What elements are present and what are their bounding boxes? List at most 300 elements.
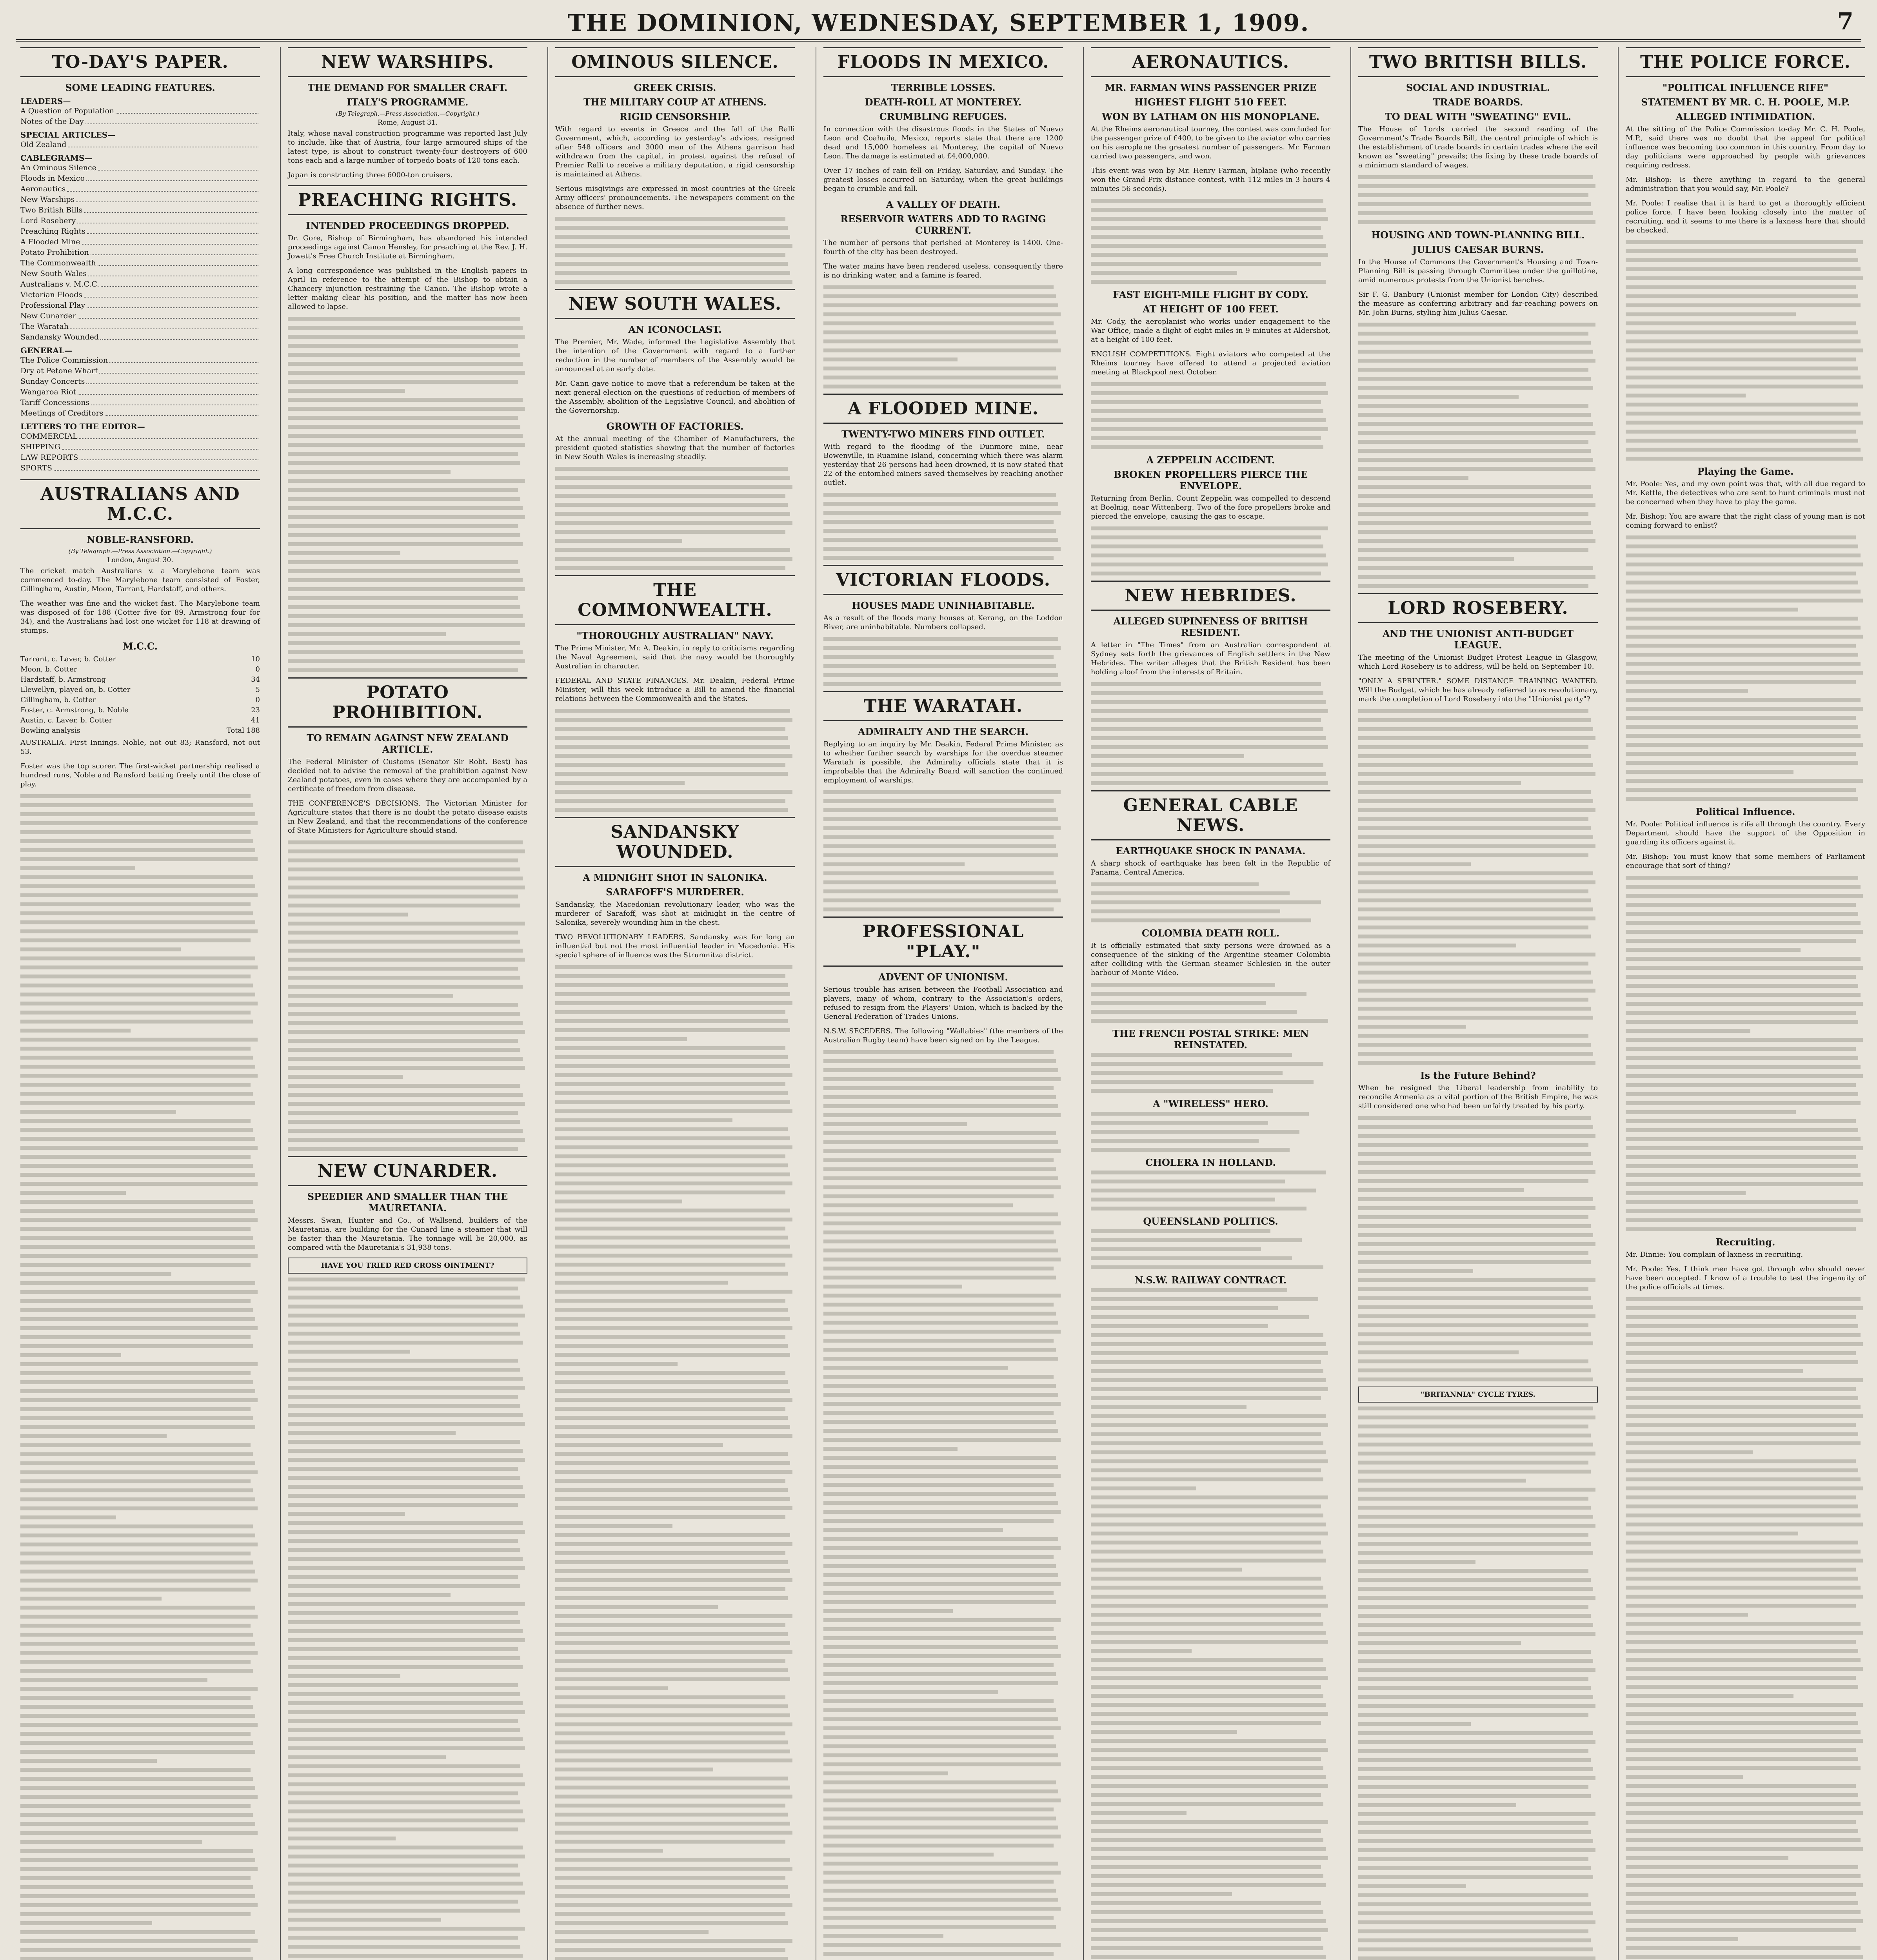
text-line [1358,323,1595,327]
text-line [823,1952,1054,1956]
toc-item [20,332,260,343]
text-line [1091,427,1328,431]
text-filler [1091,526,1330,575]
toc-leader [76,194,258,202]
text-line [555,1623,785,1627]
text-line [288,1620,520,1624]
toc-item [20,290,260,300]
text-line [555,1695,785,1699]
text-line [1626,1532,1798,1535]
text-filler [1358,323,1598,588]
text-line [555,1461,790,1465]
text-line [288,1102,525,1106]
toc-label: Sandansky Wounded [20,333,99,341]
text-line [20,1687,258,1691]
text-line [1626,1811,1863,1815]
text-line [1091,891,1290,895]
text-line [555,772,788,776]
text-line [823,853,1058,857]
text-line [823,1068,1058,1072]
text-line [823,1510,1061,1514]
text-line [823,1411,1054,1415]
text-line [555,1245,790,1249]
text-line [20,1218,258,1222]
text-line [1358,1776,1595,1780]
text-line [20,1407,251,1411]
text-line [20,1534,255,1537]
text-line [288,506,523,510]
text-line [1626,948,1801,952]
text-line [1091,1910,1323,1914]
score-row [20,705,260,715]
text-line [1358,998,1588,1002]
text-line [1358,745,1588,749]
article-paragraph: At the sitting of the Police Commission to-day Mr. C. H. Poole, M.P., said there was no doubt that the appeal for political influence was becoming too common in this country. From day to day politicians were approached by people with grievances requiring redress. [1626,125,1865,169]
text-line [288,985,523,989]
article-paragraph: The water mains have been rendered useless, consequently there is no drinking water, and a famine is feared. [823,262,1063,279]
text-line [1358,1341,1593,1345]
text-line [1626,644,1856,648]
toc-leader [98,163,258,171]
text-line [1091,1019,1328,1023]
text-line [1626,1200,1858,1204]
text-line [1091,382,1326,386]
text-line [555,1713,790,1717]
text-line [1358,1830,1591,1834]
text-line [1358,1350,1519,1354]
text-line [823,1726,1061,1730]
text-line [1358,1650,1591,1654]
text-line [823,1230,1054,1234]
column-rule [1618,47,1619,1960]
toc-label: New Cunarder [20,312,76,320]
text-line [20,1101,255,1105]
text-line [20,902,251,906]
text-line [20,984,253,987]
text-line [823,1672,1056,1676]
text-line [288,1548,520,1552]
text-line [823,889,1058,893]
text-line [1626,1703,1863,1707]
text-line [1358,1152,1591,1156]
text-line [1626,770,1793,774]
text-line [823,1095,1056,1099]
text-line [555,1398,792,1402]
text-line [20,1263,251,1267]
text-line [20,1416,253,1420]
article-paragraph: ENGLISH COMPETITIONS. Eight aviators who competed at the Rheims tourney have offered to attend a projected aviation meeting at Blackpool next October. [1091,350,1330,376]
text-line [1358,1821,1588,1825]
text-line [555,1686,668,1690]
text-line [1358,1920,1595,1924]
text-line [288,488,518,492]
toc-leader [78,311,258,319]
text-line [1626,258,1858,262]
text-line [20,1750,255,1754]
text-line [1358,1587,1593,1591]
text-line [1091,1946,1323,1950]
toc-item [20,408,260,419]
text-line [1091,1622,1323,1626]
text-line [1626,984,1858,988]
text-line [288,1296,520,1299]
article-paragraph: Over 17 inches of rain fell on Friday, Saturday, and Sunday. The greatest losses occurred on Saturday, when the great buildings began to crumble and fall. [823,167,1063,193]
text-line [1626,1694,1793,1698]
text-line [20,1083,251,1087]
text-line [20,866,135,870]
article-heading: PREACHING RIGHTS. [288,185,527,215]
text-line [823,646,1061,650]
toc-leader [109,355,258,363]
text-line [555,1704,788,1708]
text-line [1091,1748,1328,1752]
masthead [16,8,1861,42]
text-line [555,1037,687,1041]
text-line [1358,1866,1591,1870]
text-line [823,556,1054,560]
text-line [20,911,253,915]
toc-leader [78,387,258,395]
text-line [555,1542,792,1546]
text-line [288,1602,525,1606]
text-line [1091,1229,1270,1233]
text-line [20,1723,258,1727]
text-line [1626,1056,1858,1060]
text-line [823,1537,1058,1541]
text-line [288,895,518,898]
text-line [1626,1883,1863,1887]
text-line [1358,826,1591,830]
text-line [20,1786,255,1790]
text-line [1358,754,1591,758]
text-line [823,1294,1061,1298]
toc-label: Notes of the Day [20,117,84,126]
text-line [1358,1848,1595,1852]
text-filler [1626,240,1865,461]
text-line [1091,1532,1328,1535]
article-subheading: TO REMAIN AGAINST NEW ZEALAND ARTICLE. [307,732,509,755]
text-line [1358,1406,1593,1410]
text-line [1358,1007,1591,1011]
article-subheading: CRUMBLING REFUGES. [879,111,1007,122]
text-line [555,539,682,543]
text-line [1358,539,1595,543]
text-line [20,1389,255,1393]
toc-leader [86,376,258,384]
text-line [1091,1423,1328,1427]
text-line [555,1677,790,1681]
text-line [1358,1188,1524,1192]
toc-leader [85,116,258,124]
text-line [1091,1955,1326,1959]
text-line [288,867,520,871]
text-line [823,339,1058,343]
text-line [1091,709,1328,713]
text-line [288,659,525,663]
text-line [20,1930,255,1934]
runs: 5 [255,686,260,694]
text-line [555,1668,788,1672]
text-line [1358,350,1593,354]
text-line [20,1227,251,1231]
text-line [1626,563,1863,566]
text-line [288,398,523,402]
text-line [288,994,453,998]
article-paragraph: Replying to an inquiry by Mr. Deakin, Federal Prime Minister, as to whether further search by warships for the overdue steamer Waratah is possible, the Admiralty officials state that it is improbable that the Admiralty Board will sanction the continued employment of warships. [823,740,1063,784]
text-line [1626,1649,1858,1653]
text-line [1626,1477,1861,1481]
toc-label: Wangaroa Riot [20,388,76,396]
text-line [20,947,181,951]
text-line [1091,1297,1318,1301]
text-line [20,1759,157,1763]
text-line [20,1867,258,1871]
text-line [1358,440,1588,444]
text-line [555,1804,785,1808]
text-line [1091,226,1321,230]
text-line [288,344,518,348]
text-line [823,1375,1054,1379]
text-line [1626,1721,1858,1725]
text-line [288,497,520,501]
text-line [1358,1016,1593,1020]
article-heading: THE POLICE FORCE. [1626,47,1865,77]
text-line [555,1596,788,1600]
text-line [823,1339,1054,1343]
text-line [1626,249,1856,253]
text-line [823,312,1061,316]
text-line [1091,1712,1328,1716]
text-line [1091,1486,1196,1490]
text-line [823,1357,1058,1361]
article-paragraph: N.S.W. SECEDERS. The following "Wallabies" (the members of the Australian Rugby team) have been signed on by the League. [823,1027,1063,1044]
text-line [555,503,788,507]
text-line [1358,557,1514,561]
text-line [1358,1061,1595,1065]
text-line [1626,1919,1863,1923]
text-line [555,1136,790,1140]
text-line [1091,1631,1326,1635]
article-subheading: THE DEMAND FOR SMALLER CRAFT. [307,82,508,93]
text-line [288,1557,523,1561]
text-line [1626,403,1858,407]
text-line [1626,1793,1858,1797]
text-line [1091,1838,1323,1842]
text-line [20,1849,253,1853]
text-line [1626,240,1863,244]
text-line [1358,485,1591,489]
text-line [1626,1577,1858,1581]
text-line [1358,1938,1591,1942]
cable-headline: CHOLERA IN HOLLAND. [1145,1157,1276,1168]
text-line [1358,1215,1588,1219]
toc-label: SPECIAL ARTICLES— [20,130,116,140]
toc-section [20,346,260,355]
text-line [1358,736,1595,740]
text-line [288,1521,523,1525]
text-line [288,886,525,889]
text-line [1091,1495,1328,1499]
text-line [823,376,1058,379]
text-line [288,1837,396,1840]
column-5 [1086,47,1335,1960]
text-line [20,975,251,978]
text-line [288,1129,523,1133]
text-line [823,358,958,361]
text-line [1091,1468,1321,1472]
toc-item [20,397,260,408]
toc-label: Australians v. M.C.C. [20,280,100,289]
text-line [1091,253,1328,257]
text-line [555,1344,788,1348]
runs: 23 [251,706,260,714]
text-line [555,1885,788,1889]
text-line [1091,700,1326,704]
text-line [1358,898,1591,902]
text-line [1358,530,1593,534]
text-filler [1091,199,1330,284]
text-line [288,1368,520,1372]
text-line [288,1111,518,1115]
toc-leader [87,226,258,234]
text-line [288,353,520,357]
text-line [1091,1694,1323,1698]
text-line [288,877,523,880]
text-line [1626,1676,1856,1680]
text-line [288,1764,520,1768]
text-line [1091,1053,1292,1057]
batsman: Moon, b. Cotter [20,665,77,673]
text-line [20,1326,258,1330]
text-line [1358,1116,1591,1120]
toc-leader [88,269,258,276]
text-line [823,1744,1056,1748]
text-line [823,1438,1061,1442]
text-filler [1358,175,1598,224]
text-line [1626,376,1861,379]
text-line [1091,1937,1321,1941]
text-line [1358,1767,1593,1771]
toc-item [20,442,260,452]
text-line [823,1348,1056,1352]
text-line [1626,912,1858,916]
wire-credit: (By Telegraph.—Press Association.—Copyright.) [68,548,212,555]
text-line [1358,962,1588,965]
toc-item [20,216,260,226]
text-line [1626,1622,1861,1626]
article-subheading: TO DEAL WITH "SWEATING" EVIL. [1385,111,1572,122]
text-line [1626,590,1861,593]
text-line [20,1768,251,1772]
text-line [555,754,792,758]
batsman: Hardstaff, b. Armstrong [20,675,106,684]
toc-item [20,300,260,311]
text-line [1091,1405,1246,1409]
article-subheading: AND THE UNIONIST ANTI-BUDGET LEAGUE. [1383,628,1574,651]
text-line [288,1021,523,1025]
text-line [1358,1377,1593,1381]
text-line [1358,404,1588,408]
text-line [20,1570,255,1573]
toc-leader [91,397,258,405]
article-heading: FLOODS IN MEXICO. [823,47,1063,77]
text-line [1358,1893,1588,1897]
text-line [20,1506,258,1510]
text-line [1358,817,1588,821]
text-line [20,1588,251,1592]
text-line [20,1579,258,1583]
text-line [1626,725,1858,729]
text-line [20,1191,126,1195]
text-line [1626,1128,1858,1132]
text-line [1091,1139,1259,1143]
text-line [1358,220,1595,224]
text-line [555,1290,792,1294]
text-line [1626,993,1861,997]
text-line [20,1894,255,1898]
toc-item [20,237,260,247]
text-line [288,1656,520,1660]
text-line [1626,276,1863,280]
text-line [20,1209,255,1213]
article-paragraph: Mr. Dinnie: You complain of laxness in recruiting. [1626,1250,1803,1259]
text-line [555,709,790,713]
text-line [20,1831,258,1835]
text-line [288,1332,520,1336]
text-line [1358,1731,1593,1735]
text-line [555,1380,788,1384]
text-line [823,1402,1061,1406]
text-line [288,1900,518,1904]
text-line [555,1434,792,1438]
text-line [288,1891,525,1895]
text-line [1626,421,1863,425]
advertisement: HAVE YOU TRIED RED CROSS OINTMENT? [288,1258,527,1274]
article-paragraph: Sandansky, the Macedonian revolutionary leader, who was the murderer of Sarafoff, was shot at midnight in the centre of Salonika, severely wounding him in the chest. [555,900,795,927]
text-line [823,1591,1054,1595]
text-line [1091,1130,1299,1134]
text-line [1358,413,1591,417]
text-line [555,1768,713,1771]
text-line [288,407,525,411]
text-line [288,1485,523,1489]
text-line [1626,1387,1856,1391]
toc-leader [99,366,258,374]
text-line [1091,882,1259,886]
text-line [20,1371,251,1375]
text-line [1626,1559,1863,1563]
text-line [1358,871,1593,875]
text-line [288,479,525,483]
toc-section [20,153,260,163]
text-line [1626,1164,1858,1168]
column-6 [1354,47,1603,1960]
article-heading: OMINOUS SILENCE. [555,47,795,77]
text-line [20,1515,116,1519]
text-line [288,1692,520,1696]
cable-headline: COLOMBIA DEATH ROLL. [1141,927,1280,939]
text-line [1626,1586,1861,1590]
text-line [555,1254,792,1258]
text-line [1091,418,1326,422]
text-line [1626,1739,1863,1743]
text-line [1626,788,1856,792]
article-paragraph: AUSTRALIA. First Innings. Noble, not out 83; Ransford, not out 53. [20,739,260,756]
text-line [823,1456,1056,1460]
text-line [288,650,523,654]
article-paragraph: In connection with the disastrous floods in the States of Nuevo Leon and Coahuila, Mexico, reports state that there are 1200 dead and 15,000 homeless at Monterey, the capital of Nuevo Leon. The damage is estimated at £4,000,000. [823,125,1063,160]
text-line [1358,1224,1591,1228]
